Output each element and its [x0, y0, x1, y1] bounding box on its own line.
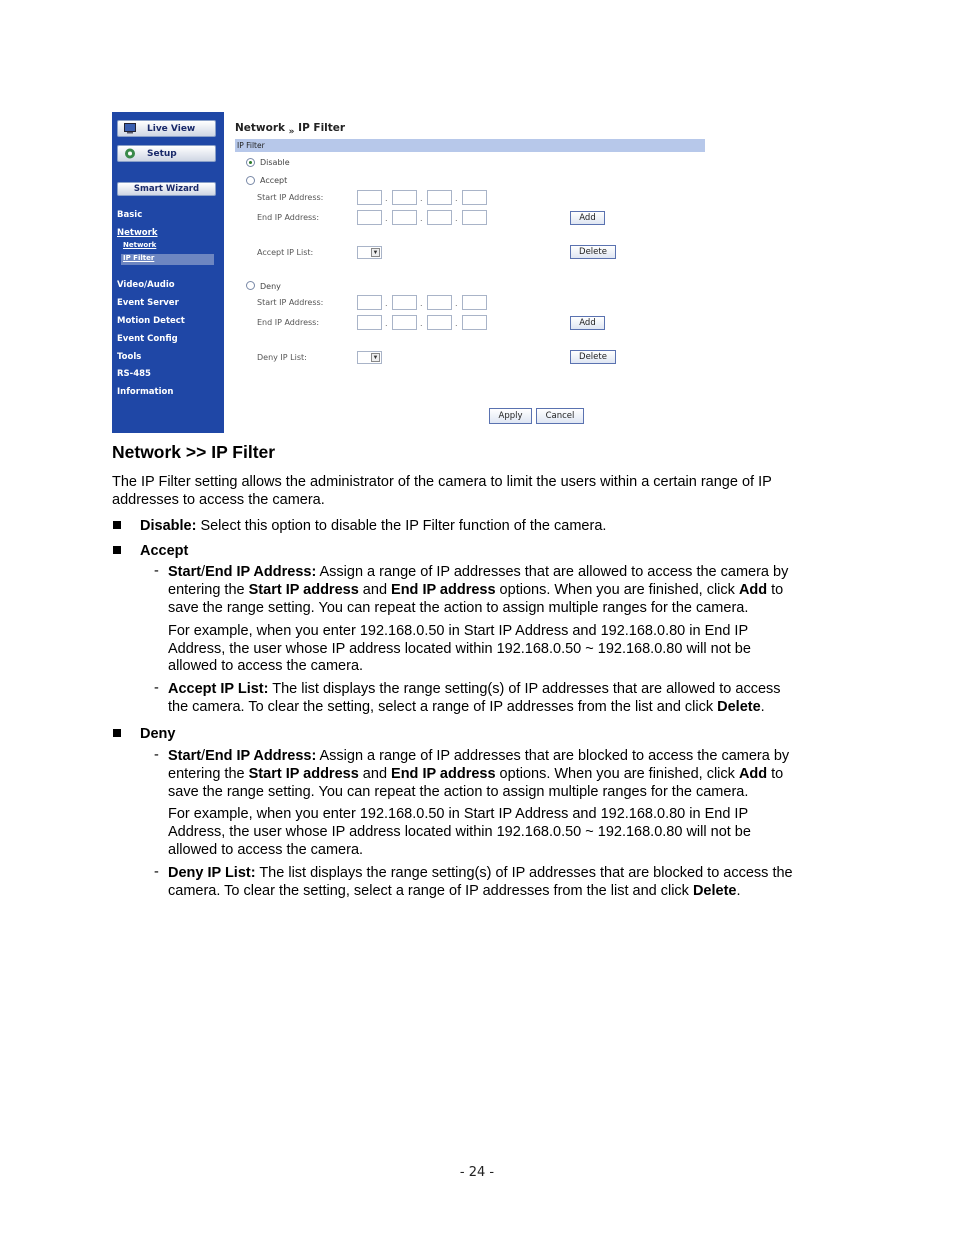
accept-end-ip-octet-2[interactable]: [392, 210, 417, 225]
smart-wizard-button[interactable]: Smart Wizard: [117, 182, 216, 196]
ip-dot: .: [455, 299, 458, 308]
term-start-ip-address: Start IP address: [248, 582, 359, 598]
nav-event-config[interactable]: Event Config: [117, 334, 178, 344]
deny-start-ip-octet-3[interactable]: [427, 295, 452, 310]
text: options. When you are finished, click: [495, 582, 739, 598]
slash: /: [201, 748, 206, 764]
accept-se-line-2: [168, 581, 783, 599]
accept-example-line-2: Address, the user whose IP address located within 192.168.0.50 ~ 192.168.0.80 will not be: [168, 641, 751, 657]
text: options. When you are finished, click: [495, 766, 739, 782]
deny-se-line-1: [168, 747, 789, 765]
accept-end-ip-label: End IP Address:: [257, 213, 320, 222]
sidebar: [112, 112, 224, 433]
deny-radio[interactable]: [246, 281, 255, 290]
deny-end-ip-octet-4[interactable]: [462, 315, 487, 330]
text: Assign a range of IP addresses that are blocked to access the camera by: [316, 748, 790, 764]
deny-add-button[interactable]: Add: [570, 316, 605, 330]
ip-dot: .: [385, 194, 388, 203]
chevron-down-icon[interactable]: ▼: [372, 355, 379, 361]
term-deny-ip-list: Deny IP List:: [168, 865, 256, 881]
deny-start-ip-label: Start IP Address:: [257, 298, 324, 307]
dash-marker: -: [154, 747, 159, 763]
term-end-ip: End IP Address:: [205, 564, 317, 580]
deny-label: Deny: [260, 282, 281, 291]
text: .: [736, 883, 741, 899]
text: The list displays the range setting(s) of IP addresses that are blocked to access the: [255, 865, 793, 881]
term-end-ip-address: End IP address: [391, 766, 496, 782]
breadcrumb: [235, 122, 346, 137]
live-view-label: Live View: [147, 124, 196, 134]
nav-basic[interactable]: Basic: [117, 210, 143, 220]
term-start: Start: [168, 748, 202, 764]
accept-heading: Accept: [140, 543, 189, 559]
section-title-bar: IP Filter: [235, 139, 705, 152]
setup-button[interactable]: [117, 145, 216, 162]
term-end-ip-address: End IP address: [391, 582, 496, 598]
nav-tools[interactable]: Tools: [117, 352, 142, 362]
monitor-icon: [124, 123, 136, 134]
text: and: [358, 766, 392, 782]
accept-ip-list-select[interactable]: [357, 246, 382, 259]
deny-end-ip-octet-3[interactable]: [427, 315, 452, 330]
term-add: Add: [738, 766, 768, 782]
ip-dot: .: [455, 319, 458, 328]
text: to: [767, 582, 784, 598]
text: .: [760, 699, 765, 715]
disable-desc: Select this option to disable the IP Filter function of the camera.: [196, 518, 607, 534]
term-start-ip-address: Start IP address: [248, 766, 359, 782]
deny-end-ip-octet-2[interactable]: [392, 315, 417, 330]
term-delete: Delete: [692, 883, 737, 899]
live-view-button[interactable]: [117, 120, 216, 137]
deny-se-line-2: [168, 765, 783, 783]
nav-information[interactable]: Information: [117, 387, 174, 397]
deny-list-line-1: [168, 864, 793, 882]
ip-dot: .: [385, 319, 388, 328]
deny-ip-list-select[interactable]: [357, 351, 382, 364]
deny-start-ip-octet-4[interactable]: [462, 295, 487, 310]
slash: /: [201, 564, 206, 580]
accept-example-line-1: For example, when you enter 192.168.0.50 in Start IP Address and 192.168.0.80 in End IP: [168, 623, 749, 639]
text: Assign a range of IP addresses that are allowed to access the camera by: [316, 564, 789, 580]
disable-item: [140, 517, 606, 535]
accept-radio[interactable]: [246, 176, 255, 185]
ip-dot: .: [420, 299, 423, 308]
nav-sub-ip-filter[interactable]: IP Filter: [123, 254, 155, 262]
accept-label: Accept: [260, 176, 288, 185]
accept-start-ip-octet-1[interactable]: [357, 190, 382, 205]
ip-dot: .: [420, 214, 423, 223]
intro-line-1: The IP Filter setting allows the administrator of the camera to limit the users within a certain range of IP: [112, 474, 772, 490]
deny-list-line-2: [168, 882, 741, 900]
ip-dot: .: [420, 194, 423, 203]
term-start: Start: [168, 564, 202, 580]
breadcrumb-separator: »: [288, 127, 295, 137]
text: entering the: [168, 766, 249, 782]
breadcrumb-section: Network: [235, 122, 286, 134]
accept-se-line-3: save the range setting. You can repeat the action to assign multiple ranges for the camera.: [168, 600, 749, 616]
accept-add-button[interactable]: Add: [570, 211, 605, 225]
camera-web-ui-screenshot: [112, 112, 705, 433]
nav-video-audio[interactable]: Video/Audio: [117, 280, 175, 290]
deny-start-ip-octet-2[interactable]: [392, 295, 417, 310]
intro-line-2: addresses to access the camera.: [112, 492, 325, 508]
deny-end-ip-octet-1[interactable]: [357, 315, 382, 330]
dash-marker: -: [154, 864, 159, 880]
deny-start-ip-octet-1[interactable]: [357, 295, 382, 310]
accept-start-ip-label: Start IP Address:: [257, 193, 324, 202]
accept-start-ip-octet-2[interactable]: [392, 190, 417, 205]
nav-event-server[interactable]: Event Server: [117, 298, 179, 308]
text: the camera. To clear the setting, select a range of IP addresses from the list and click: [168, 699, 718, 715]
dash-marker: -: [154, 680, 159, 696]
term-add: Add: [738, 582, 768, 598]
accept-start-ip-octet-3[interactable]: [427, 190, 452, 205]
accept-ip-list-label: Accept IP List:: [257, 248, 314, 257]
ip-dot: .: [455, 214, 458, 223]
text: The list displays the range setting(s) of IP addresses that are allowed to access: [268, 681, 781, 697]
page-number: - 24 -: [459, 1165, 495, 1180]
chevron-down-icon[interactable]: ▼: [372, 250, 379, 256]
deny-heading: Deny: [140, 726, 176, 742]
accept-list-line-2: [168, 698, 765, 716]
accept-example-line-3: allowed to access the camera.: [168, 658, 364, 674]
nav-motion-detect[interactable]: Motion Detect: [117, 316, 185, 326]
bullet-square-icon: [113, 521, 121, 529]
ip-dot: .: [385, 299, 388, 308]
accept-end-ip-octet-3[interactable]: [427, 210, 452, 225]
deny-se-line-3: save the range setting. You can repeat the action to assign multiple ranges for the camera.: [168, 784, 749, 800]
ip-dot: .: [420, 319, 423, 328]
text: entering the: [168, 582, 249, 598]
disable-label: Disable: [260, 158, 290, 167]
setup-label: Setup: [147, 149, 177, 159]
section-heading: Network >> IP Filter: [112, 442, 276, 462]
term-accept-ip-list: Accept IP List:: [168, 681, 269, 697]
accept-list-line-1: [168, 680, 781, 698]
accept-end-ip-octet-1[interactable]: [357, 210, 382, 225]
breadcrumb-page: IP Filter: [298, 122, 346, 134]
accept-start-ip-octet-4[interactable]: [462, 190, 487, 205]
dash-marker: -: [154, 563, 159, 579]
bullet-square-icon: [113, 546, 121, 554]
cancel-button[interactable]: Cancel: [536, 408, 584, 424]
text: to: [767, 766, 784, 782]
term-end-ip: End IP Address:: [205, 748, 317, 764]
accept-se-line-1: [168, 563, 788, 581]
settings-content: [224, 112, 705, 433]
gear-icon: [124, 148, 136, 159]
deny-example-line-1: For example, when you enter 192.168.0.50 in Start IP Address and 192.168.0.80 in End IP: [168, 806, 749, 822]
text: camera. To clear the setting, select a range of IP addresses from the list and click: [168, 883, 693, 899]
nav-sub-network[interactable]: Network: [123, 241, 157, 249]
apply-button[interactable]: Apply: [489, 408, 532, 424]
deny-example-line-2: Address, the user whose IP address located within 192.168.0.50 ~ 192.168.0.80 will not be: [168, 824, 751, 840]
ip-dot: .: [455, 194, 458, 203]
nav-rs485[interactable]: RS-485: [117, 369, 151, 379]
disable-radio[interactable]: [246, 158, 255, 167]
disable-term: Disable:: [140, 518, 197, 534]
text: and: [358, 582, 392, 598]
deny-delete-button[interactable]: Delete: [570, 350, 616, 364]
accept-delete-button[interactable]: Delete: [570, 245, 616, 259]
accept-end-ip-octet-4[interactable]: [462, 210, 487, 225]
ip-dot: .: [385, 214, 388, 223]
bullet-square-icon: [113, 729, 121, 737]
nav-network[interactable]: Network: [117, 228, 158, 238]
deny-end-ip-label: End IP Address:: [257, 318, 320, 327]
term-delete: Delete: [717, 699, 761, 715]
deny-example-line-3: allowed to access the camera.: [168, 842, 364, 858]
deny-ip-list-label: Deny IP List:: [257, 353, 307, 362]
